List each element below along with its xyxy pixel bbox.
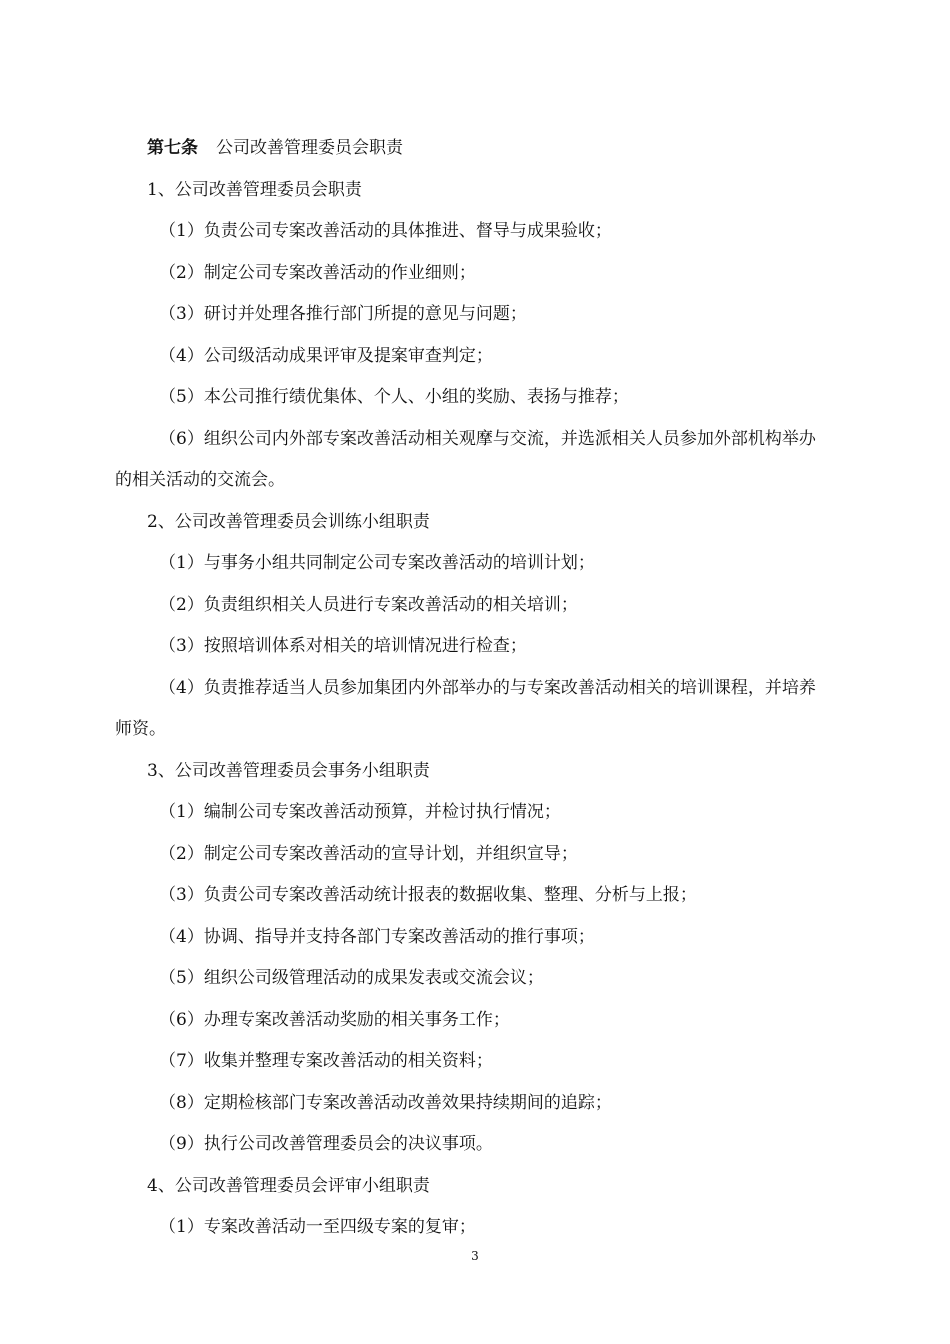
list-item: （7）收集并整理专案改善活动的相关资料； <box>159 1051 493 1071</box>
list-item: （9）执行公司改善管理委员会的决议事项。 <box>159 1134 493 1154</box>
list-item: （4）负责推荐适当人员参加集团内外部举办的与专案改善活动相关的培训课程，并培养 <box>159 678 816 698</box>
article-heading <box>147 137 403 159</box>
list-item: （6）组织公司内外部专案改善活动相关观摩与交流，并选派相关人员参加外部机构举办 <box>159 429 816 449</box>
page-number: 3 <box>471 1249 479 1263</box>
list-item: （1）编制公司专案改善活动预算，并检讨执行情况； <box>159 802 561 822</box>
list-item: （4）公司级活动成果评审及提案审查判定； <box>159 346 493 366</box>
list-item: （4）协调、指导并支持各部门专案改善活动的推行事项； <box>159 927 595 947</box>
section-heading-4: 4、公司改善管理委员会评审小组职责 <box>147 1176 430 1196</box>
list-item-continuation: 的相关活动的交流会。 <box>115 470 285 490</box>
list-item: （5）本公司推行绩优集体、个人、小组的奖励、表扬与推荐； <box>159 387 629 407</box>
list-item: （3）负责公司专案改善活动统计报表的数据收集、整理、分析与上报； <box>159 885 697 905</box>
section-heading-3: 3、公司改善管理委员会事务小组职责 <box>147 761 430 781</box>
article-title: 公司改善管理委员会职责 <box>216 138 403 158</box>
list-item: （2）制定公司专案改善活动的宣导计划，并组织宣导； <box>159 844 578 864</box>
list-item: （1）负责公司专案改善活动的具体推进、督导与成果验收； <box>159 221 612 241</box>
list-item: （1）与事务小组共同制定公司专案改善活动的培训计划； <box>159 553 595 573</box>
list-item: （2）负责组织相关人员进行专案改善活动的相关培训； <box>159 595 578 615</box>
list-item: （2）制定公司专案改善活动的作业细则； <box>159 263 476 283</box>
list-item: （3）研讨并处理各推行部门所提的意见与问题； <box>159 304 527 324</box>
list-item: （8）定期检核部门专案改善活动改善效果持续期间的追踪； <box>159 1093 612 1113</box>
list-item: （3）按照培训体系对相关的培训情况进行检查； <box>159 636 527 656</box>
article-label: 第七条 <box>147 138 198 158</box>
list-item-continuation: 师资。 <box>115 719 166 739</box>
list-item: （5）组织公司级管理活动的成果发表或交流会议； <box>159 968 544 988</box>
list-item: （6）办理专案改善活动奖励的相关事务工作； <box>159 1010 510 1030</box>
list-item: （1）专案改善活动一至四级专案的复审； <box>159 1217 476 1237</box>
section-heading-1: 1、公司改善管理委员会职责 <box>147 180 362 200</box>
section-heading-2: 2、公司改善管理委员会训练小组职责 <box>147 512 430 532</box>
